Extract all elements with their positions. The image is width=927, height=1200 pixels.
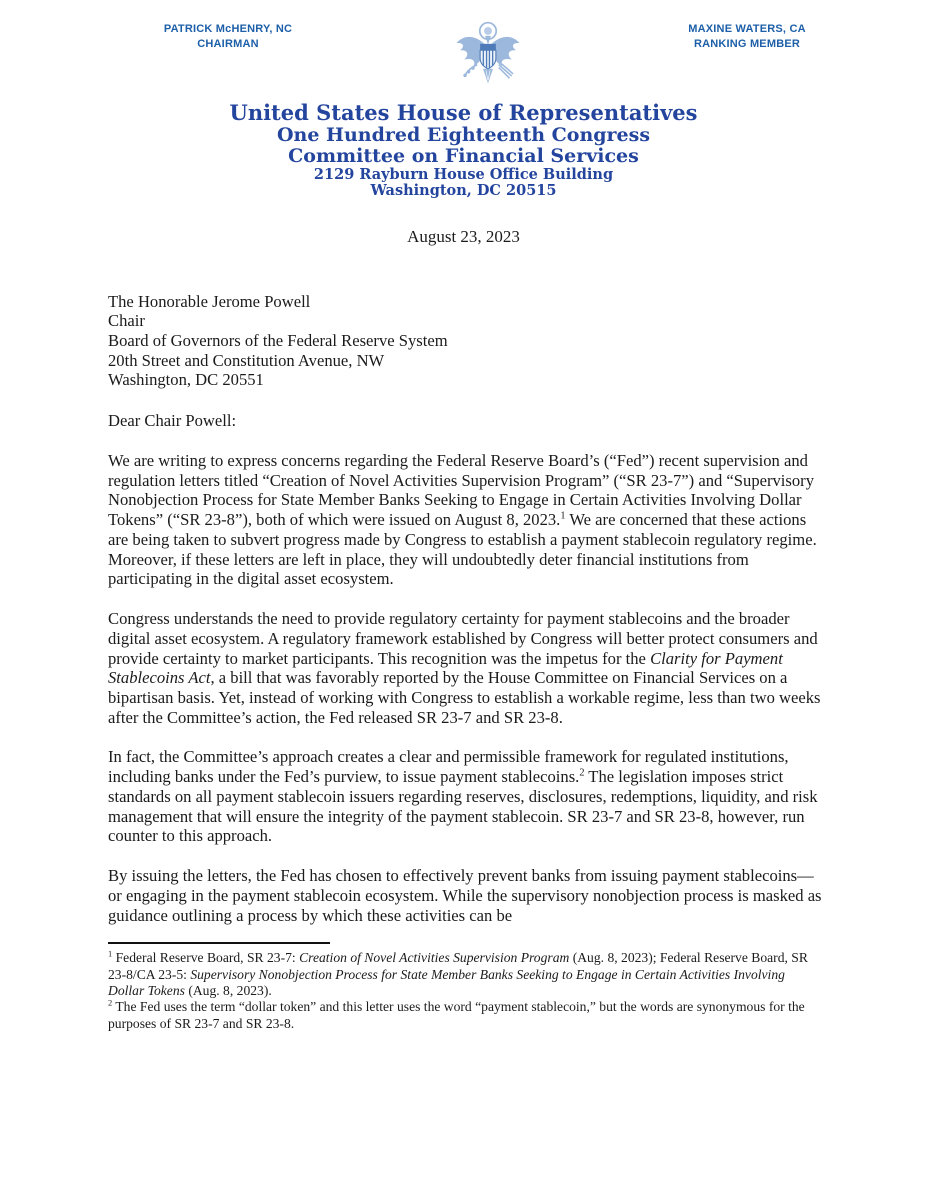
chairman-name: PATRICK McHENRY, NC bbox=[163, 23, 293, 35]
recipient-address-block bbox=[108, 292, 822, 391]
ranking-member-block bbox=[637, 18, 857, 53]
letterhead-org-block bbox=[0, 101, 927, 200]
org-city: Washington, DC 20515 bbox=[370, 182, 557, 200]
footnote-divider bbox=[108, 942, 330, 944]
letter-date: August 23, 2023 bbox=[407, 226, 520, 246]
org-committee: Committee on Financial Services bbox=[288, 144, 639, 167]
org-building: 2129 Rayburn House Office Building bbox=[313, 166, 614, 184]
recipient-street: 20th Street and Constitution Avenue, NW bbox=[108, 350, 385, 370]
footnotes bbox=[108, 950, 822, 1032]
chairman-block bbox=[118, 18, 338, 53]
footnote-1: $^1$ Federal Reserve Board, SR 23-7: Creation of Novel Activities Supervision Program (Aug. 8, 2023); Federal Reserve Board, SR 23-8/CA 23-5: Supervisory Nonobjection Process for State Member Banks Seeking to Engage in Certain Activities Involving Dollar Tokens (Aug. 8, 2023). bbox=[108, 948, 808, 998]
ranking-member-title: RANKING MEMBER bbox=[693, 38, 801, 51]
body-paragraph-4: By issuing the letters, the Fed has chosen to effectively prevent banks from issuing payment stablecoins—or engaging in the payment stablecoin ecosystem. While the supervisory nonobjection process is masked as guidance outlining a process by which these activities can be bbox=[108, 866, 822, 925]
letterhead bbox=[0, 0, 927, 200]
org-congress: One Hundred Eighteenth Congress bbox=[276, 123, 651, 146]
footnote-2: $^2$ The Fed uses the term “dollar token” and this letter uses the word “payment stablecoin,” but the words are synonymous for the purposes of SR 23-7 and SR 23-8. bbox=[108, 997, 805, 1031]
ranking-member-name: MAXINE WATERS, CA bbox=[688, 23, 806, 35]
letter-body bbox=[108, 292, 822, 1032]
recipient-city: Washington, DC 20551 bbox=[108, 370, 264, 390]
recipient-org: Board of Governors of the Federal Reserve System bbox=[108, 330, 448, 350]
salutation: Dear Chair Powell: bbox=[108, 411, 237, 431]
house-great-seal-eagle-icon bbox=[440, 18, 536, 99]
body-paragraph-3: In fact, the Committee’s approach creates a clear and permissible framework for regulated institutions, including banks under the Fed’s purview, to issue payment stablecoins.$^2$ The legislation imposes strict standards on all payment stablecoin issuers regarding reserves, disclosures, redemptions, liquidity, and risk management that will ensure the integrity of the payment stablecoin. SR 23-7 and SR 23-8, however, run counter to this approach. bbox=[108, 747, 818, 846]
body-paragraph-1: We are writing to express concerns regarding the Federal Reserve Board’s (“Fed”) recent supervision and regulation letters titled “Creation of Novel Activities Supervision Program” (“SR 23-7”) and “Supervisory Nonobjection Process for State Member Banks Seeking to Engage in Certain Activities Involving Dollar Tokens” (“SR 23-8”), both of which were issued on August 8, 2023.$^1$ We are concerned that these actions are being taken to subvert progress made by Congress to establish a payment stablecoin regulatory regime. Moreover, if these letters are left in place, they will undoubtedly deter financial institutions from participating in the digital asset ecosystem. bbox=[108, 450, 817, 589]
recipient-name: The Honorable Jerome Powell bbox=[108, 291, 311, 311]
recipient-title: Chair bbox=[108, 311, 145, 331]
chairman-title: CHAIRMAN bbox=[197, 38, 259, 51]
org-name: United States House of Representatives bbox=[229, 100, 698, 125]
body-paragraph-2: Congress understands the need to provide regulatory certainty for payment stablecoins and the broader digital asset ecosystem. A regulatory framework established by Congress will better protect consumers and provide certainty to market participants. This recognition was the impetus for the Clarity for Payment Stablecoins Act, a bill that was favorably reported by the House Committee on Financial Services on a bipartisan basis. Yet, instead of working with Congress to establish a workable regime, less than two weeks after the Committee’s action, the Fed released SR 23-7 and SR 23-8. bbox=[108, 609, 821, 727]
